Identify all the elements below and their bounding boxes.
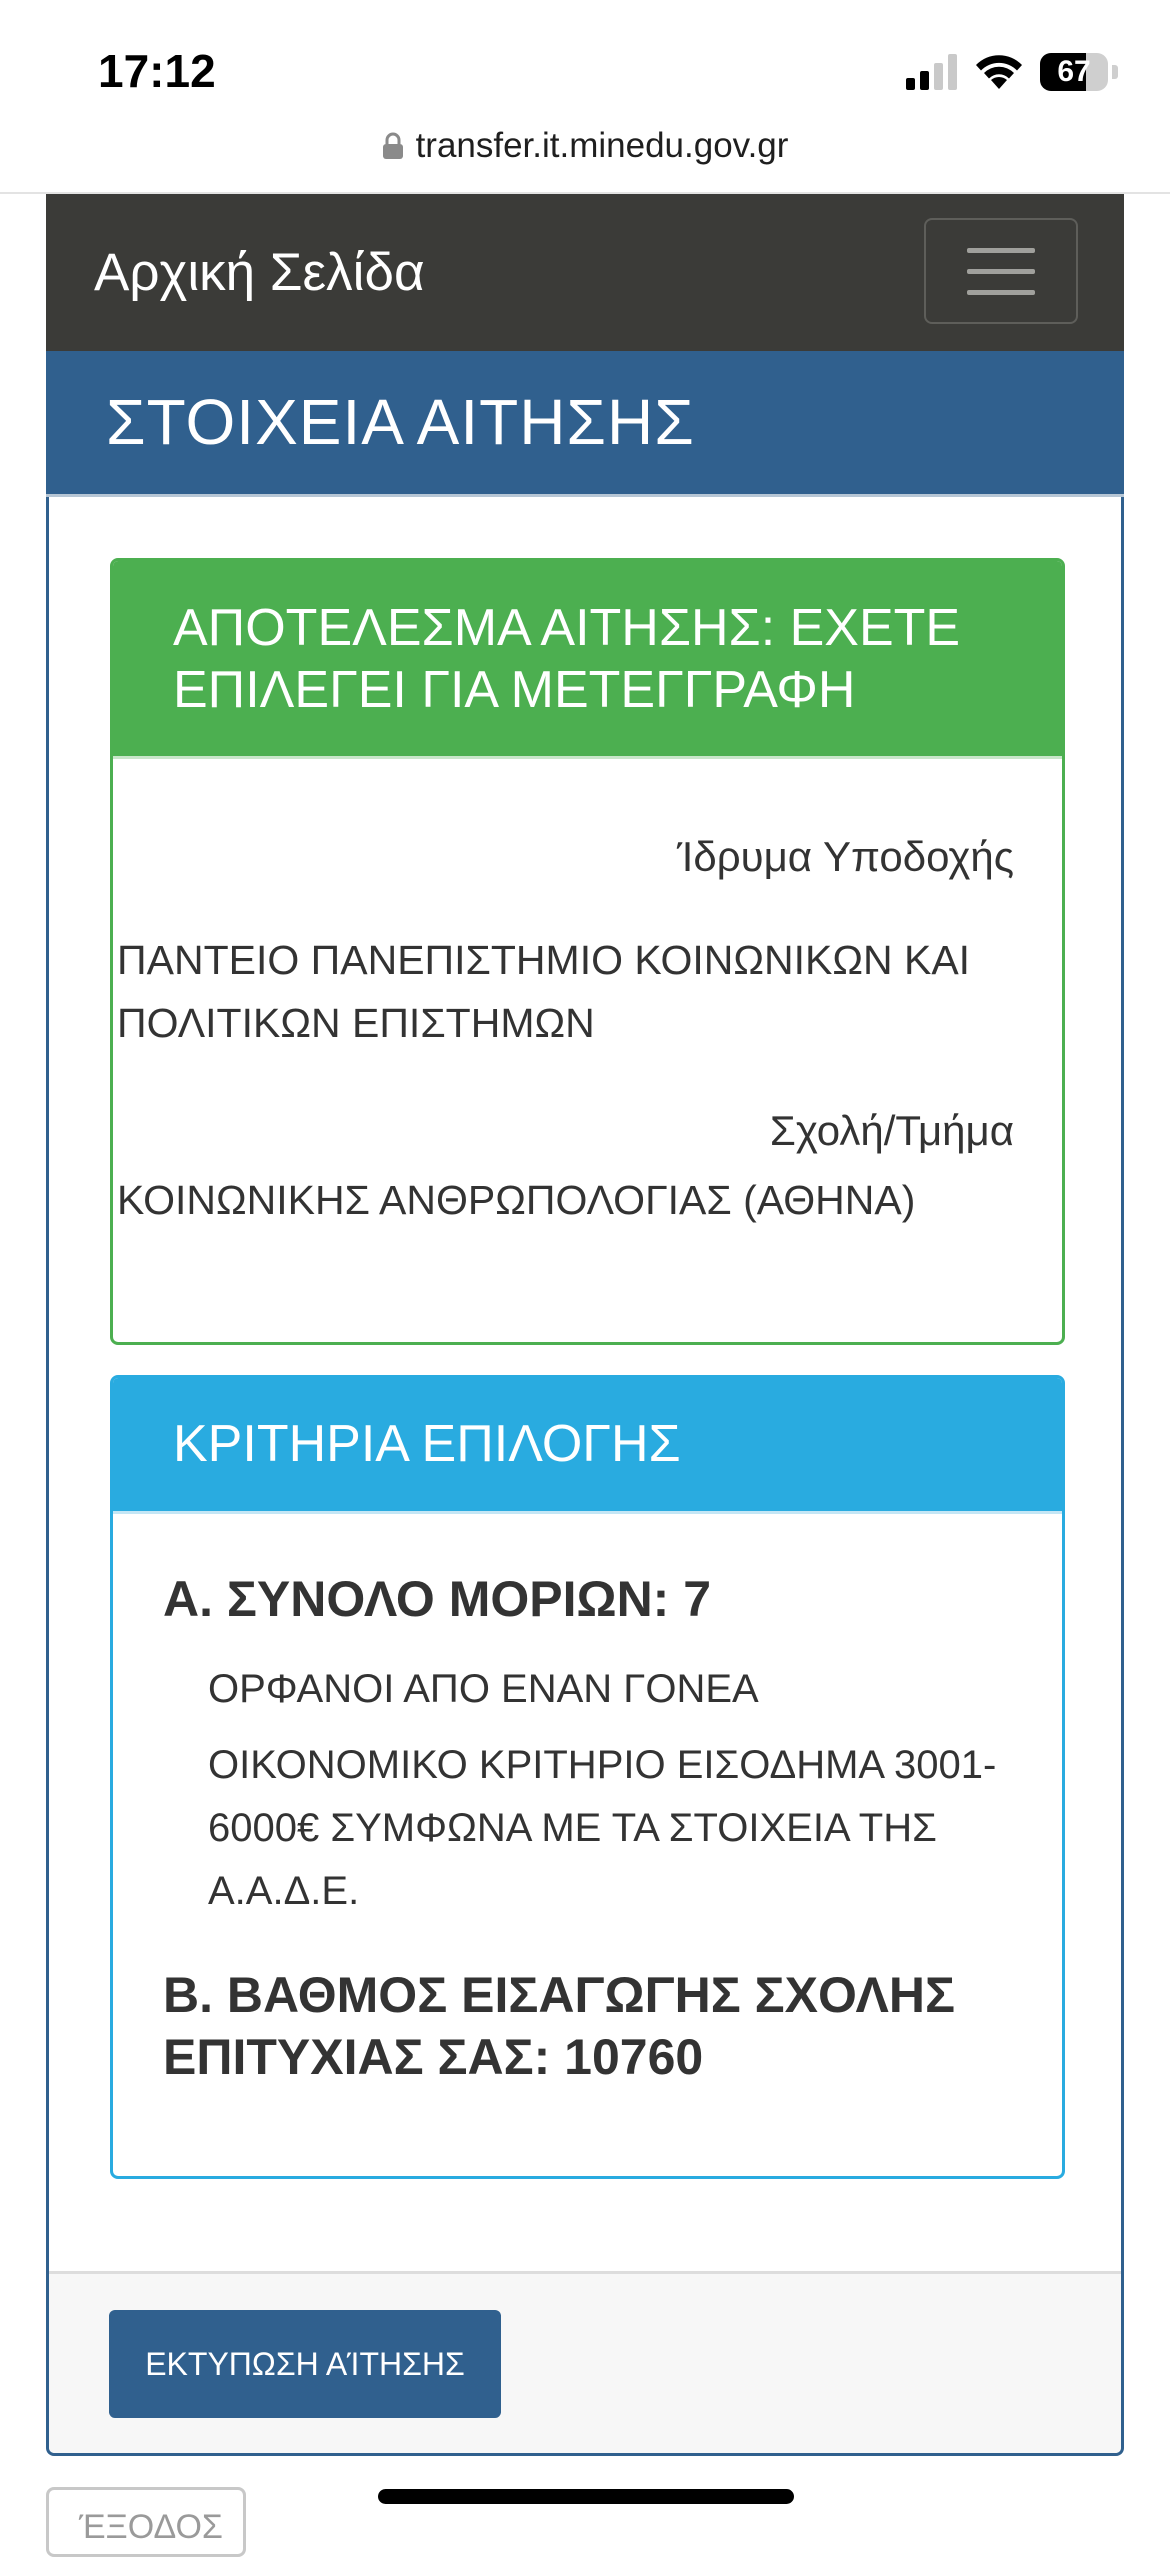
result-card-heading [113, 561, 1062, 759]
status-icons [906, 52, 1118, 92]
panel-heading [46, 351, 1124, 497]
criteria-item: ΟΡΦΑΝΟΙ ΑΠΟ ΕΝΑΝ ΓΟΝΕΑ [208, 1667, 759, 1711]
wifi-icon [974, 53, 1024, 91]
department-value: ΚΟΙΝΩΝΙΚΗΣ ΑΝΘΡΩΠΟΛΟΓΙΑΣ (ΑΘΗΝΑ) [117, 1177, 916, 1223]
panel-footer [49, 2271, 1121, 2453]
points-title: Α. ΣΥΝΟΛΟ ΜΟΡΙΩΝ: 7 [163, 1571, 712, 1627]
application-panel [46, 351, 1124, 2456]
criteria-card [110, 1375, 1065, 2179]
department-label: Σχολή/Τμήμα [769, 1107, 1014, 1154]
url-bar[interactable] [0, 120, 1170, 172]
battery-level: 67 [1057, 55, 1091, 88]
result-heading-text: ΑΠΟΤΕΛΕΣΜΑ ΑΙΤΗΣΗΣ: ΕΧΕΤΕ ΕΠΙΛΕΓΕΙ ΓΙΑ ΜΕΤΕΓΓΡΑΦΗ [173, 599, 961, 719]
hamburger-menu-icon [967, 290, 1035, 295]
status-bar [0, 0, 1170, 125]
home-indicator [378, 2489, 794, 2504]
status-time: 17:12 [98, 45, 216, 97]
page-title: ΣΤΟΙΧΕΙΑ ΑΙΤΗΣΗΣ [106, 386, 695, 458]
criteria-heading-text: ΚΡΙΤΗΡΙΑ ΕΠΙΛΟΓΗΣ [173, 1415, 681, 1473]
criteria-item: ΟΙΚΟΝΟΜΙΚΟ ΚΡΙΤΗΡΙΟ ΕΙΣΟΔΗΜΑ 3001-6000€ ΣΥΜΦΩΝΑ ΜΕ ΤΑ ΣΤΟΙΧΕΙΑ ΤΗΣ Α.Α.Δ.Ε. [208, 1743, 997, 1913]
home-link[interactable]: Αρχική Σελίδα [94, 243, 425, 302]
institution-label: Ίδρυμα Υποδοχής [677, 833, 1014, 880]
url-text[interactable]: transfer.it.minedu.gov.gr [415, 126, 789, 165]
hamburger-menu-icon [967, 269, 1035, 274]
grade-title: Β. ΒΑΘΜΟΣ ΕΙΣΑΓΩΓΗΣ ΣΧΟΛΗΣ ΕΠΙΤΥΧΙΑΣ ΣΑΣ: 10760 [163, 1967, 956, 2085]
result-card [110, 558, 1065, 1345]
hamburger-menu-icon [967, 248, 1035, 253]
criteria-card-heading [113, 1378, 1062, 1514]
navbar [46, 194, 1124, 351]
print-application-button[interactable]: ΕΚΤΥΠΩΣΗ ΑΊΤΗΣΗΣ [109, 2310, 501, 2418]
menu-toggle-button[interactable] [924, 218, 1078, 324]
exit-button[interactable]: ΈΞΟΔΟΣ [46, 2487, 246, 2557]
lock-icon [382, 132, 404, 160]
signal-icon [906, 54, 958, 90]
battery-tip [1112, 65, 1118, 79]
institution-value: ΠΑΝΤΕΙΟ ΠΑΝΕΠΙΣΤΗΜΙΟ ΚΟΙΝΩΝΙΚΩΝ ΚΑΙ ΠΟΛΙΤΙΚΩΝ ΕΠΙΣΤΗΜΩΝ [117, 937, 971, 1046]
battery-icon [1040, 53, 1108, 91]
